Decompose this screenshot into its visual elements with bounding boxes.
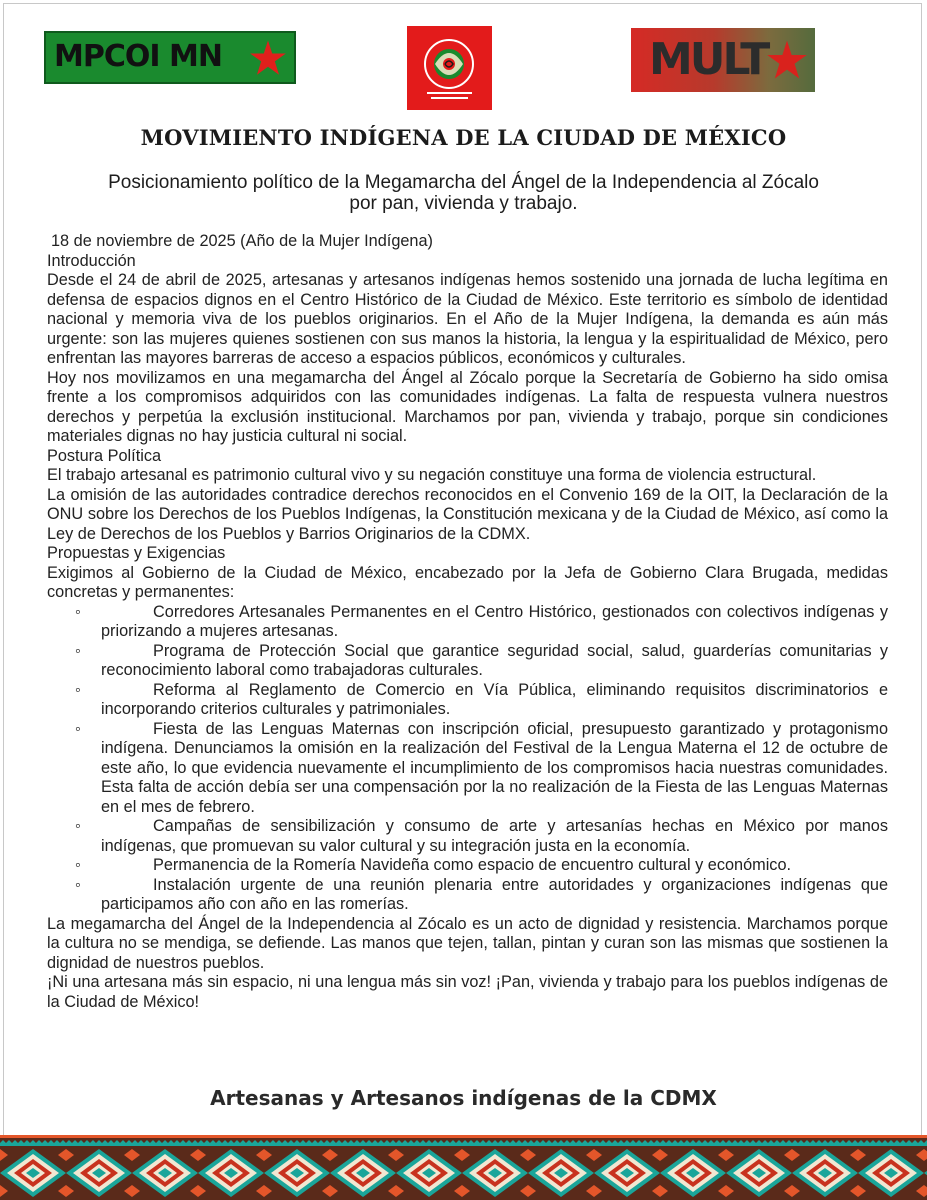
- demand-text: Instalación urgente de una reunión plenaria entre autoridades y organizaciones indígenas que participamos año con año en las romerías.: [101, 875, 888, 913]
- subtitle-line-1: Posicionamiento político de la Megamarcha del Ángel de la Independencia al Zócalo: [108, 172, 819, 193]
- postura-paragraph-2: La omisión de las autoridades contradice derechos reconocidos en el Convenio 169 de la OIT, la Declaración de la ONU sobre los Derechos de los Pueblos Indígenas, la Constitución mexicana y de la Ciudad de México, así como la Ley de Derechos de los Pueblos y Barrios Originarios de la CDMX.: [47, 485, 888, 543]
- intro-paragraph-1: Desde el 24 de abril de 2025, artesanas y artesanos indígenas hemos sostenido una jornada de lucha legítima en defensa de espacios dignos en el Centro Histórico de la Ciudad de México. Este territorio es símbolo de identidad nacional y memoria viva de los pueblos originarios. En el Año de la Mujer Indígena, la demanda es aún más urgente: son las mujeres quienes sostienen con sus manos la historia, la lengua y la espiritualidad de México, pero enfrentan las mayores barreras de acceso a espacios públicos, económicos y culturales.: [47, 271, 888, 367]
- red-star-icon: [249, 39, 287, 77]
- bullet-icon: ◦: [75, 875, 81, 894]
- section-heading-postura: Postura Política: [47, 446, 162, 465]
- closing-paragraph-1: La megamarcha del Ángel de la Independencia al Zócalo es un acto de dignidad y resistencia. Marchamos porque la cultura no se mendiga, se defiende. Las manos que tejen, tallan, pintan y curan son las mismas que sostienen la dignidad de nuestros pueblos.: [47, 914, 888, 972]
- mult-logo-text: MULT: [649, 34, 768, 85]
- demand-text: Permanencia de la Romería Navideña como espacio de encuentro cultural y económico.: [153, 856, 792, 874]
- list-item: [47, 720, 888, 818]
- list-item: [47, 642, 888, 681]
- demands-list: [47, 603, 888, 915]
- demand-text: Fiesta de las Lenguas Maternas con inscripción oficial, presupuesto garantizado y protagonismo indígena. Denunciamos la omisión en la realización del Festival de la Lengua Materna el 12 de octubre de este año, lo que evidencia nuevamente el incumplimiento de los compromisos hacia nuestras comunidades. Esta falta de acción debía ser una compensación por la no realización de la Fiesta de las Lenguas Maternas en el mes de febrero.: [101, 719, 888, 816]
- woven-pattern-border: [0, 1135, 927, 1200]
- list-item: [47, 681, 888, 720]
- bullet-icon: ◦: [75, 680, 81, 699]
- bullet-icon: ◦: [75, 817, 81, 835]
- bullet-icon: ◦: [75, 719, 81, 738]
- list-item: [47, 856, 888, 876]
- list-item: [47, 603, 888, 642]
- signature: Artesanas y Artesanos indígenas de la CDMX: [210, 1086, 717, 1110]
- mult-logo: [631, 28, 815, 92]
- demand-text: Reforma al Reglamento de Comercio en Vía Pública, eliminando requisitos discriminatorios e incorporando criterios culturales y patrimoniales.: [101, 680, 888, 718]
- mpcoi-logo: [44, 31, 296, 84]
- list-item: [47, 876, 888, 915]
- subtitle-line-2: por pan, vivienda y trabajo.: [349, 193, 578, 214]
- subtitle: [60, 172, 867, 214]
- bullet-icon: ◦: [75, 641, 81, 660]
- movimiento-indigena-logo: [407, 26, 492, 110]
- document-body: [47, 232, 888, 1012]
- mpcoi-logo-text: MPCOI MN: [54, 39, 222, 74]
- demand-text: Programa de Protección Social que garantice seguridad social, salud, guarderías comunitarias y reconocimiento laboral como trabajadoras culturales.: [101, 641, 888, 679]
- section-heading-propuestas: Propuestas y Exigencias: [47, 544, 226, 562]
- demand-text: Corredores Artesanales Permanentes en el Centro Histórico, gestionados con colectivos indígenas y priorizando a mujeres artesanas.: [101, 602, 888, 640]
- closing-paragraph-2: ¡Ni una artesana más sin espacio, ni una lengua más sin voz! ¡Pan, vivienda y trabajo para los pueblos indígenas de la Ciudad de México!: [47, 973, 888, 1011]
- propuestas-intro: Exigimos al Gobierno de la Ciudad de México, encabezado por la Jefa de Gobierno Clara Brugada, medidas concretas y permanentes:: [47, 563, 888, 601]
- intro-paragraph-2: Hoy nos movilizamos en una megamarcha del Ángel al Zócalo porque la Secretaría de Gobierno ha sido omisa frente a los compromisos adquiridos con las comunidades indígenas. La falta de respuesta vulnera nuestros derechos y perpetúa la exclusión institucional. Marchamos por pan, vivienda y trabajo, porque sin condiciones materiales dignas no hay justicia cultural ni social.: [47, 368, 888, 445]
- emblem-icon: [407, 26, 492, 110]
- demand-text: Campañas de sensibilización y consumo de arte y artesanías hechas en México por manos indígenas, que promuevan su valor cultural y su integración justa en la economía.: [101, 817, 888, 855]
- postura-paragraph-1: El trabajo artesanal es patrimonio cultural vivo y su negación constituye una forma de violencia estructural.: [47, 466, 817, 484]
- bullet-icon: ◦: [75, 856, 81, 874]
- document-date: 18 de noviembre de 2025 (Año de la Mujer Indígena): [51, 232, 433, 250]
- red-star-icon: [766, 39, 808, 81]
- page-title: MOVIMIENTO INDÍGENA DE LA CIUDAD DE MÉXICO: [140, 125, 787, 150]
- list-item: [47, 817, 888, 856]
- section-heading-intro: Introducción: [47, 251, 136, 270]
- bullet-icon: ◦: [75, 602, 81, 621]
